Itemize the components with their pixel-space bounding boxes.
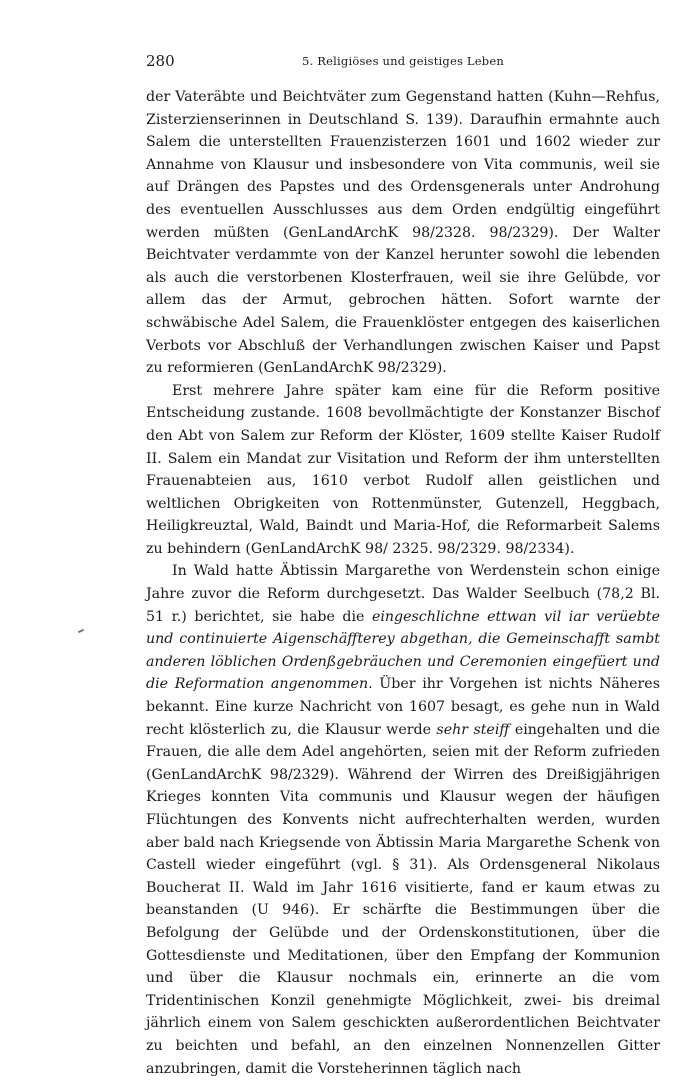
text-segment: eingehalten und die Frauen, die alle dem Adel angehörten, seien mit der Reform zufrieden (GenLandArchK 98/2329). Während der Wirren des Dreißigjährigen Krieges konnten Vita communis und Klausur wegen der häufigen Flüchtungen des Konvents nicht aufrechterhalten werden, wurden aber bald nach Kriegsende von Äbtissin Maria Margarethe Schenk von Castell wieder eingeführt (vgl. § 31). Als Ordensgeneral Nikolaus Boucherat II. Wald im Jahr 1616 visitierte, fand er kaum etwas zu beanstanden (U 946). Er schärfte die Bestimmungen über die Befolgung der Gelübde und der Ordenskonstitutionen, über die Gottesdienste und Meditationen, über den Empfang der Kommunion und über die Klausur nochmals ein, erinnerte an die vom Tridentinischen Konzil genehmigte Möglichkeit, zwei- bis dreimal jährlich einem von Salem geschickten außerordentlichen Beichtvater zu beichten und befahl, an den einzelnen Nonnenzellen Gitter anzubringen, damit die Vorsteherinnen täglich nach (146, 721, 661, 1077)
body-text (146, 86, 660, 1080)
italic-quotation: eingeschlichne ettwan vil iar verüebte und continuierte Aigenschäffterey abgethan, die Gemeinschafft sambt anderen löblichen Ordenßgebräuchen und Ceremonien eingefüert und die Reformation angenommen (146, 608, 660, 693)
italic-quotation: sehr steiff (436, 721, 510, 738)
paragraph (146, 560, 660, 1080)
paragraph (146, 86, 660, 380)
text-segment: . Über ihr Vorgehen ist nichts Näheres bekannt. Eine kurze Nachricht von 1607 besagt, es gehe nun in Wald recht klösterlich zu, die Klausur werde (146, 676, 660, 738)
page-number: 280 (146, 52, 175, 70)
running-head: 5. Religiöses und geistiges Leben (302, 54, 504, 68)
text-segment: Erst mehrere Jahre später kam eine für die Reform positive Entscheidung zustande. 1608 bevollmächtigte der Konstanzer Bischof den Abt von Salem zur Reform der Klöster, 1609 stellte Kaiser Rudolf II. Salem ein Mandat zur Visitation und Reform der ihm unterstellten Frauenabteien aus, 1610 verbot Rudolf allen geistlichen und weltlichen Obrigkeiten von Rottenmünster, Gutenzell, Heggbach, Heiligkreuztal, Wald, Baindt und Maria-Hof, die Reformarbeit Salems zu behindern (GenLandArchK 98/ 2325. 98/2329. 98/2334). (146, 382, 660, 557)
page-header (146, 52, 660, 74)
margin-mark (78, 629, 84, 633)
text-segment: der Vateräbte und Beichtväter zum Gegenstand hatten (Kuhn—Rehfus, Zisterzienserinnen in Deutschland S. 139). Daraufhin ermahnte auch Salem die unterstellten Frauenzisterzen 1601 und 1602 wieder zur Annahme von Klausur und insbesondere von Vita communis, weil sie auf Drängen des Papstes und des Ordensgenerals unter Androhung des eventuellen Ausschlusses aus dem Orden endgültig eingeführt werden müßten (GenLandArchK 98/2328. 98/2329). Der Walter Beichtvater verdammte von der Kanzel herunter sowohl die lebenden als auch die verstorbenen Klosterfrauen, weil sie ihre Gelübde, vor allem das der Armut, gebrochen hätten. Sofort warnte der schwäbische Adel Salem, die Frauenklöster entgegen des kaiserlichen Verbots vor Abschluß der Verhandlungen zwischen Kaiser und Papst zu reformieren (GenLandArchK 98/2329). (146, 89, 660, 377)
text-segment: In Wald hatte Äbtissin Margarethe von Werdenstein schon einige Jahre zuvor die Reform durchgesetzt. Das Walder Seelbuch (78,2 Bl. 51 r.) berichtet, sie habe die (146, 563, 660, 625)
paragraph (146, 380, 660, 561)
